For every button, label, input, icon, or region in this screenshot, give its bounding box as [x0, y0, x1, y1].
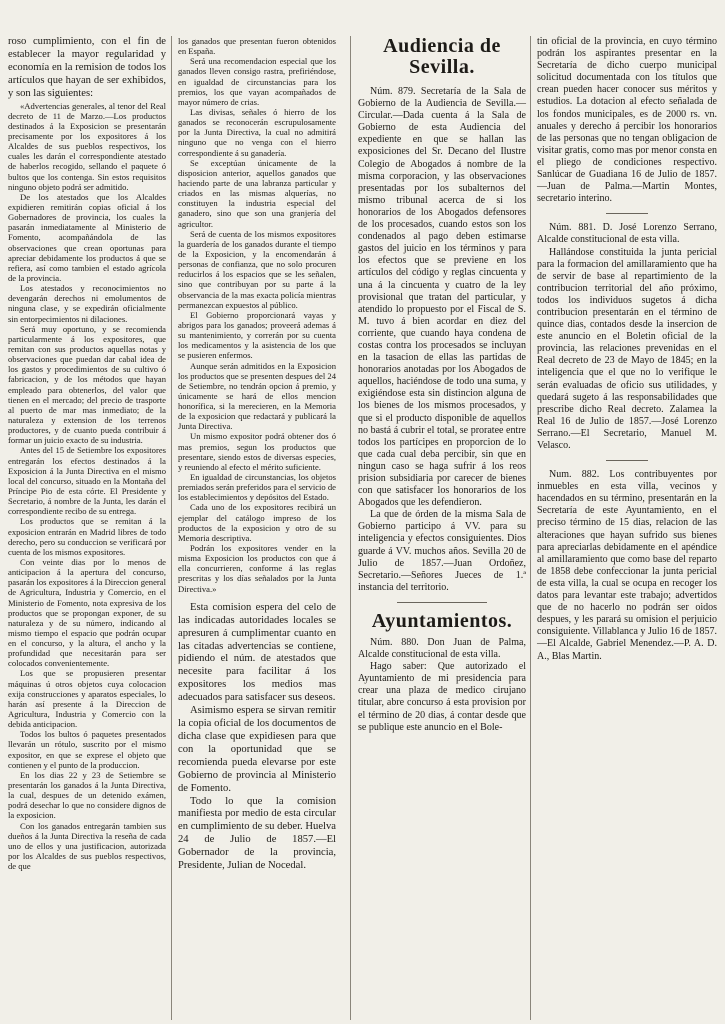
notice-divider [606, 213, 648, 214]
column-1 [8, 36, 166, 871]
body-paragraph: Núm. 879. Secretaría de la Sala de Gobierno de la Audiencia de Sevilla.—Circular.—Dada cuenta á la Sala de Gobierno de esta Audiencia del expediente en que se hallan las exposiciones del Sr. Decano del Ilustre Colegio de Abogados á nombre de la misma corporacion, y las observaciones presentadas por los subalternos del mismo tribunal acerca de si los honorarios de los Abogados defensores de los procesados, cuando estos son los condenados al pago deben estimarse gastos del juicio en los términos y para los efectos que se previene en los artículos del código y reglas cincuenta y una á la cincuenta y cuatro de la ley provisional que tratan del particular, y atendido lo propuesto por el Fiscal de S. M. tuvo á bien acordar en diez del corriente, que cuando haya condena de costas contra los procesados se incluyan en la tasacion de ellas las partidas de honorarios anotadas por los Abogados de aquellos, haciéndose de todo una suma, y exigiéndose esta sin distincion alguna de los bienes de los mismos procesados, y que si el producto disponible de aquellos no bastá á cubrir el total, se proratee entre todos los partícipes en proporcion de lo que cada cual deba percibir, sin que en ningun caso se haga sufrir á los reos prision subsidiaria por carecer de bienes con que satisfacer los honorarios de los Abogados que les defendieron. [358, 86, 526, 509]
section-heading-audiencia: Audiencia de Sevilla. [383, 35, 501, 78]
body-paragraph: los ganados que presentan fueron obtenidos en España. [178, 36, 336, 57]
intro-paragraph: roso cumplimiento, con el fin de establecer la mayor regularidad y economía en la remision de todos los artículos que hayan de ser exhibidos, y son las siguientes: [8, 36, 166, 99]
body-paragraph: Núm. 880. Don Juan de Palma, Alcalde constitucional de esta villa. [358, 636, 526, 661]
signature-paragraph: Todo lo que la comision manifiesta por medio de esta circular en cumplimiento de su deber. Huelva 24 de Julio de 1857.—El Gobernador de la provincia, Presidente, Julian de Nocedal. [178, 795, 336, 872]
body-paragraph: La que de órden de la misma Sala de Gobierno participo á VV. para su inteligencia y efectos consiguientes. Dios guarde á VV. muchos años. Sevilla 20 de Julio de 1857.—Juan Ordoñez, Secretario.—Señores Jueces de 1.ª instancia del territorio. [358, 509, 526, 593]
commission-paragraph: Asimismo espera se sirvan remitir la copia oficial de los documentos de dicha clase que expidiesen para que con la oportunidad que se recomienda pueda elevarse por este Gobierno de provincia al Ministerio de Fomento. [178, 705, 336, 794]
body-paragraph: Un mismo expositor podrá obtener dos ó mas premios, segun los productos que presentare, siendo estos de diversas especies, y reuniendo al efecto el mérito suficiente. [178, 431, 336, 472]
body-paragraph: Con veinte dias por lo menos de anticipacion á la apertura del concurso, pasarán los expositores á la Direccion general de Agricultura, Industria y Comercio, en el Ministerio de Fomento, nota expresiva de los productos que se propongan exponer, de su naturaleza y de su número, indicando al mismo tiempo el espacio que podrán ocupar en el concurso, y la altura, el ancho y la profundidad que necesitarán para ser colocados convenientemente. [8, 556, 166, 669]
column-rule [350, 36, 351, 1020]
column-4 [537, 36, 717, 663]
body-paragraph: De los atestados que los Alcaldes expidieren remitirán copias oficial á los Gobernadores de provincia, los cuales la pasarán inmediatamente al Ministerio de Fomento, acompañándola de las observaciones que crean oportunas para apreciar debidamente los productos á que se refiera, así como tambien el estado agrícola de la provincia. [8, 191, 166, 283]
body-paragraph: Num. 882. Los contribuyentes por inmuebles en esta villa, vecinos y hacendados en su término, presentarán en la Secretaría de este Ayuntamiento, en el preciso término de 15 dias, relacion de las alteraciones que hayan sufrido sus bienes para apreciarlas debidamente en el apéndice al amillaramiento que como base del reparto de 1858 debe confeccionar la junta pericial de esta villa, la cual se ocupa en recoger los datos para levantar este trabajo; advertidos que de no hacerlo no podrán ser oidos despues, y les parará su omision el perjuicio consiguiente. Villablanca y Julio 16 de 1857. —El Alcalde, Gabriel Menendez.—P. A. D. A., Blas Martin. [537, 469, 717, 662]
section-heading-ayuntamientos: Ayuntamientos. [371, 609, 513, 632]
column-rule [530, 36, 531, 1020]
body-paragraph: Se exceptúan únicamente de la disposicion anterior, aquellos ganados que haciendo parte de una labranza particular y criados en las mismas alquerías, no constituyen la industria especial del ganadero, sino que son una granjería del agricultor. [178, 157, 336, 229]
body-paragraph: Podrán los expositores vender en la misma Exposicion los productos con que á ella concurrieren, conforme á las reglas prescritas y los días señalados por la Junta Directiva.» [178, 543, 336, 594]
body-paragraph: Cada uno de los expositores recibirá un ejemplar del catálogo impreso de los productos de la exposicion y otro de su Memoria descriptiva. [178, 502, 336, 543]
body-paragraph: Será de cuenta de los mismos expositores la guardería de los ganados durante el tiempo de la Exposicion, y la encomendarán á personas de confianza, que no solo procuren reducirlos á los espacios que se les señalen, sino que contribuyan por su parte á la observancia de la mas exacta policía mientras permanezcan expuestos al público. [178, 228, 336, 310]
body-paragraph: «Advertencias generales, al tenor del Real decreto de 11 de Marzo.—Los productos destinados á la Exposicion se presentarán precisamente por los expositores á los Alcaldes de sus pueblos respectivos, los cuales les darán el correspondiente atestado de haberlos recogido, sellando el paquete ó bultos que los contenga. Sin estos requisitos ninguno objeto podrá ser admitido. [8, 100, 166, 192]
column-3 [358, 36, 526, 734]
body-paragraph: Todos los bultos ó paquetes presentados llevarán un rótulo, suscrito por el mismo expositor, en que se exprese el objeto que contienen y el punto de la produccion. [8, 729, 166, 770]
body-paragraph: Núm. 881. D. José Lorenzo Serrano, Alcalde constitucional de esta villa. [537, 222, 717, 246]
body-paragraph: Los que se propusieren presentar máquinas ú otros objetos cuya colocacion exija construcciones y aparatos especiales, lo harán así presente á la Direccion de Agricultura, Industria y Comercio con la debida anticipacion. [8, 668, 166, 730]
body-paragraph: Los atestados y reconocimientos no devengarán derechos ni emolumentos de ninguna clase, y se expedirán oficialmente sin entorpecimientos ni dilaciones. [8, 283, 166, 324]
section-divider [397, 602, 487, 603]
commission-paragraph: Esta comision espera del celo de las indicadas autoridades locales se apresuren á cumplimentar cuanto en las citadas advertencias se contiene, pidiendo el núm. de atestados que necesite para facilitar á los expositores los medios mas adecuados para satisfacer sus deseos. [178, 601, 336, 704]
body-paragraph: Antes del 15 de Setiembre los expositores entregarán los efectos destinados á la Exposicion á la Junta Directiva en el mismo local del concurso, situado en la Montaña del Príncipe Pio de esta córte. El Presidente y Secretario, á nombre de la Junta, les darán el correspondiente recibo de su entrega. [8, 445, 166, 517]
body-paragraph: Será una recomendacion especial que los ganados lleven consigo rastra, prefiriéndose, en igualdad de circunstancias para los premios, los que vayan acompañados de mayor número de crias. [178, 56, 336, 107]
body-paragraph: El Gobierno proporcionará vayas y abrigos para los ganados; proveerá ademas á su mantenimiento, y correrán por su cuenta los medicamentos y la asistencia de los que se pusieren enfermos. [178, 309, 336, 361]
column-rule [171, 36, 172, 1020]
body-paragraph: Aunque serán admitidos en la Exposicion los productos que se presenten despues del 24 de Setiembre, no tendrán opcion á premio, y únicamente se hará de ellos mencion honorífica, si la merecieren, en la Memoria de la exposicion que redactará y publicará la Junta Directiva. [178, 360, 336, 432]
body-paragraph: Con los ganados entregarán tambien sus dueños á la Junta Directiva la reseña de cada uno de ellos y una justificacion, autorizada por los Alcaldes de sus pueblos respectivos, de que [8, 820, 166, 872]
body-paragraph: tin oficial de la provincia, en cuyo término podrán los aspirantes presentar en la Secretaría de dicho cuerpo municipal solicitud documentada con los títulos que crean pueden hacer conocer sus méritos y estudios. La dotacion al efecto señalada de los fondos municipales, es de 2000 rs. vn. anuales y derecho á percibir los honorarios de las personas que no tengan obligacion de visitar gratis, como mas por menor consta en el pliego de condiciones respectivo. Sanlúcar de Guadiana 16 de Julio de 1857.—Juan de Palma.—Martin Montes, secretario interino. [537, 36, 717, 205]
notice-divider [606, 460, 648, 461]
body-paragraph: En igualdad de circunstancias, los objetos premiados serán preferidos para el servicio de los establecimientos y depósitos del Estado. [178, 472, 336, 503]
body-paragraph: Las divisas, señales ó hierro de los ganados se reconocerán escrupulosamente por la Junta Directiva, la cual no admitirá ninguno que no venga con el hierro correspondiente á su ganadería. [178, 106, 336, 158]
body-paragraph: Será muy oportuno, y se recomienda particularmente á los expositores, que remitan con sus productos aquellas notas y observaciones que puedan dar cabal idea de los gastos y procedimientos de su cultivo ó fabricacion, y de los métodos que hayan empleado para obtenerlos, del valor que tienen en el mercado; del precio de trasporte al puerto de mar mas inmediato; de la naturaleza y extension de los terrenos productores, y de cuanto pueda contribuir á formar un juicio exacto de su industria. [8, 323, 166, 446]
body-paragraph: Hago saber: Que autorizado el Ayuntamiento de mi presidencia para crear una plaza de medico cirujano titular, abre concurso á esta provision por el término de 20 dias, á contar desde que se publique este anuncio en el Bole- [358, 661, 526, 733]
body-paragraph: Hallándose constituida la junta pericial para la formacion del amillaramiento que ha de servir de base al repartimiento de la contribucion territorial del año próximo, todos los individuos sugetos á dicha contribucion presentarán en el término de quince dias, contados desde la insercion de este anuncio en el Boletin oficial de la provincia, las relaciones prevenidas en el Real decreto de 23 de Mayo de 1845; en la inteligencia que el que no lo verifique le serán evaluadas de oficio sus utilidades, y quedará sugeto á las responsabilidades que prescribe dicho Real decreto. Zalamea la Real 16 de Julio de 1857.—José Lorenzo Serrano.—El Secretario, Manuel M. Velasco. [537, 246, 717, 451]
body-paragraph: En los dias 22 y 23 de Setiembre se presentarán los ganados á la Junta Directiva, la cual, despues de un detenido exámen, podrá desechar lo que no considere dignos de la exposicion. [8, 769, 166, 821]
column-2 [178, 36, 336, 873]
body-paragraph: Los productos que se remitan á la exposicion entrarán en Madrid libres de todo derecho, pero su conduccion se verificará por cuenta de los mismos expositores. [8, 516, 166, 557]
